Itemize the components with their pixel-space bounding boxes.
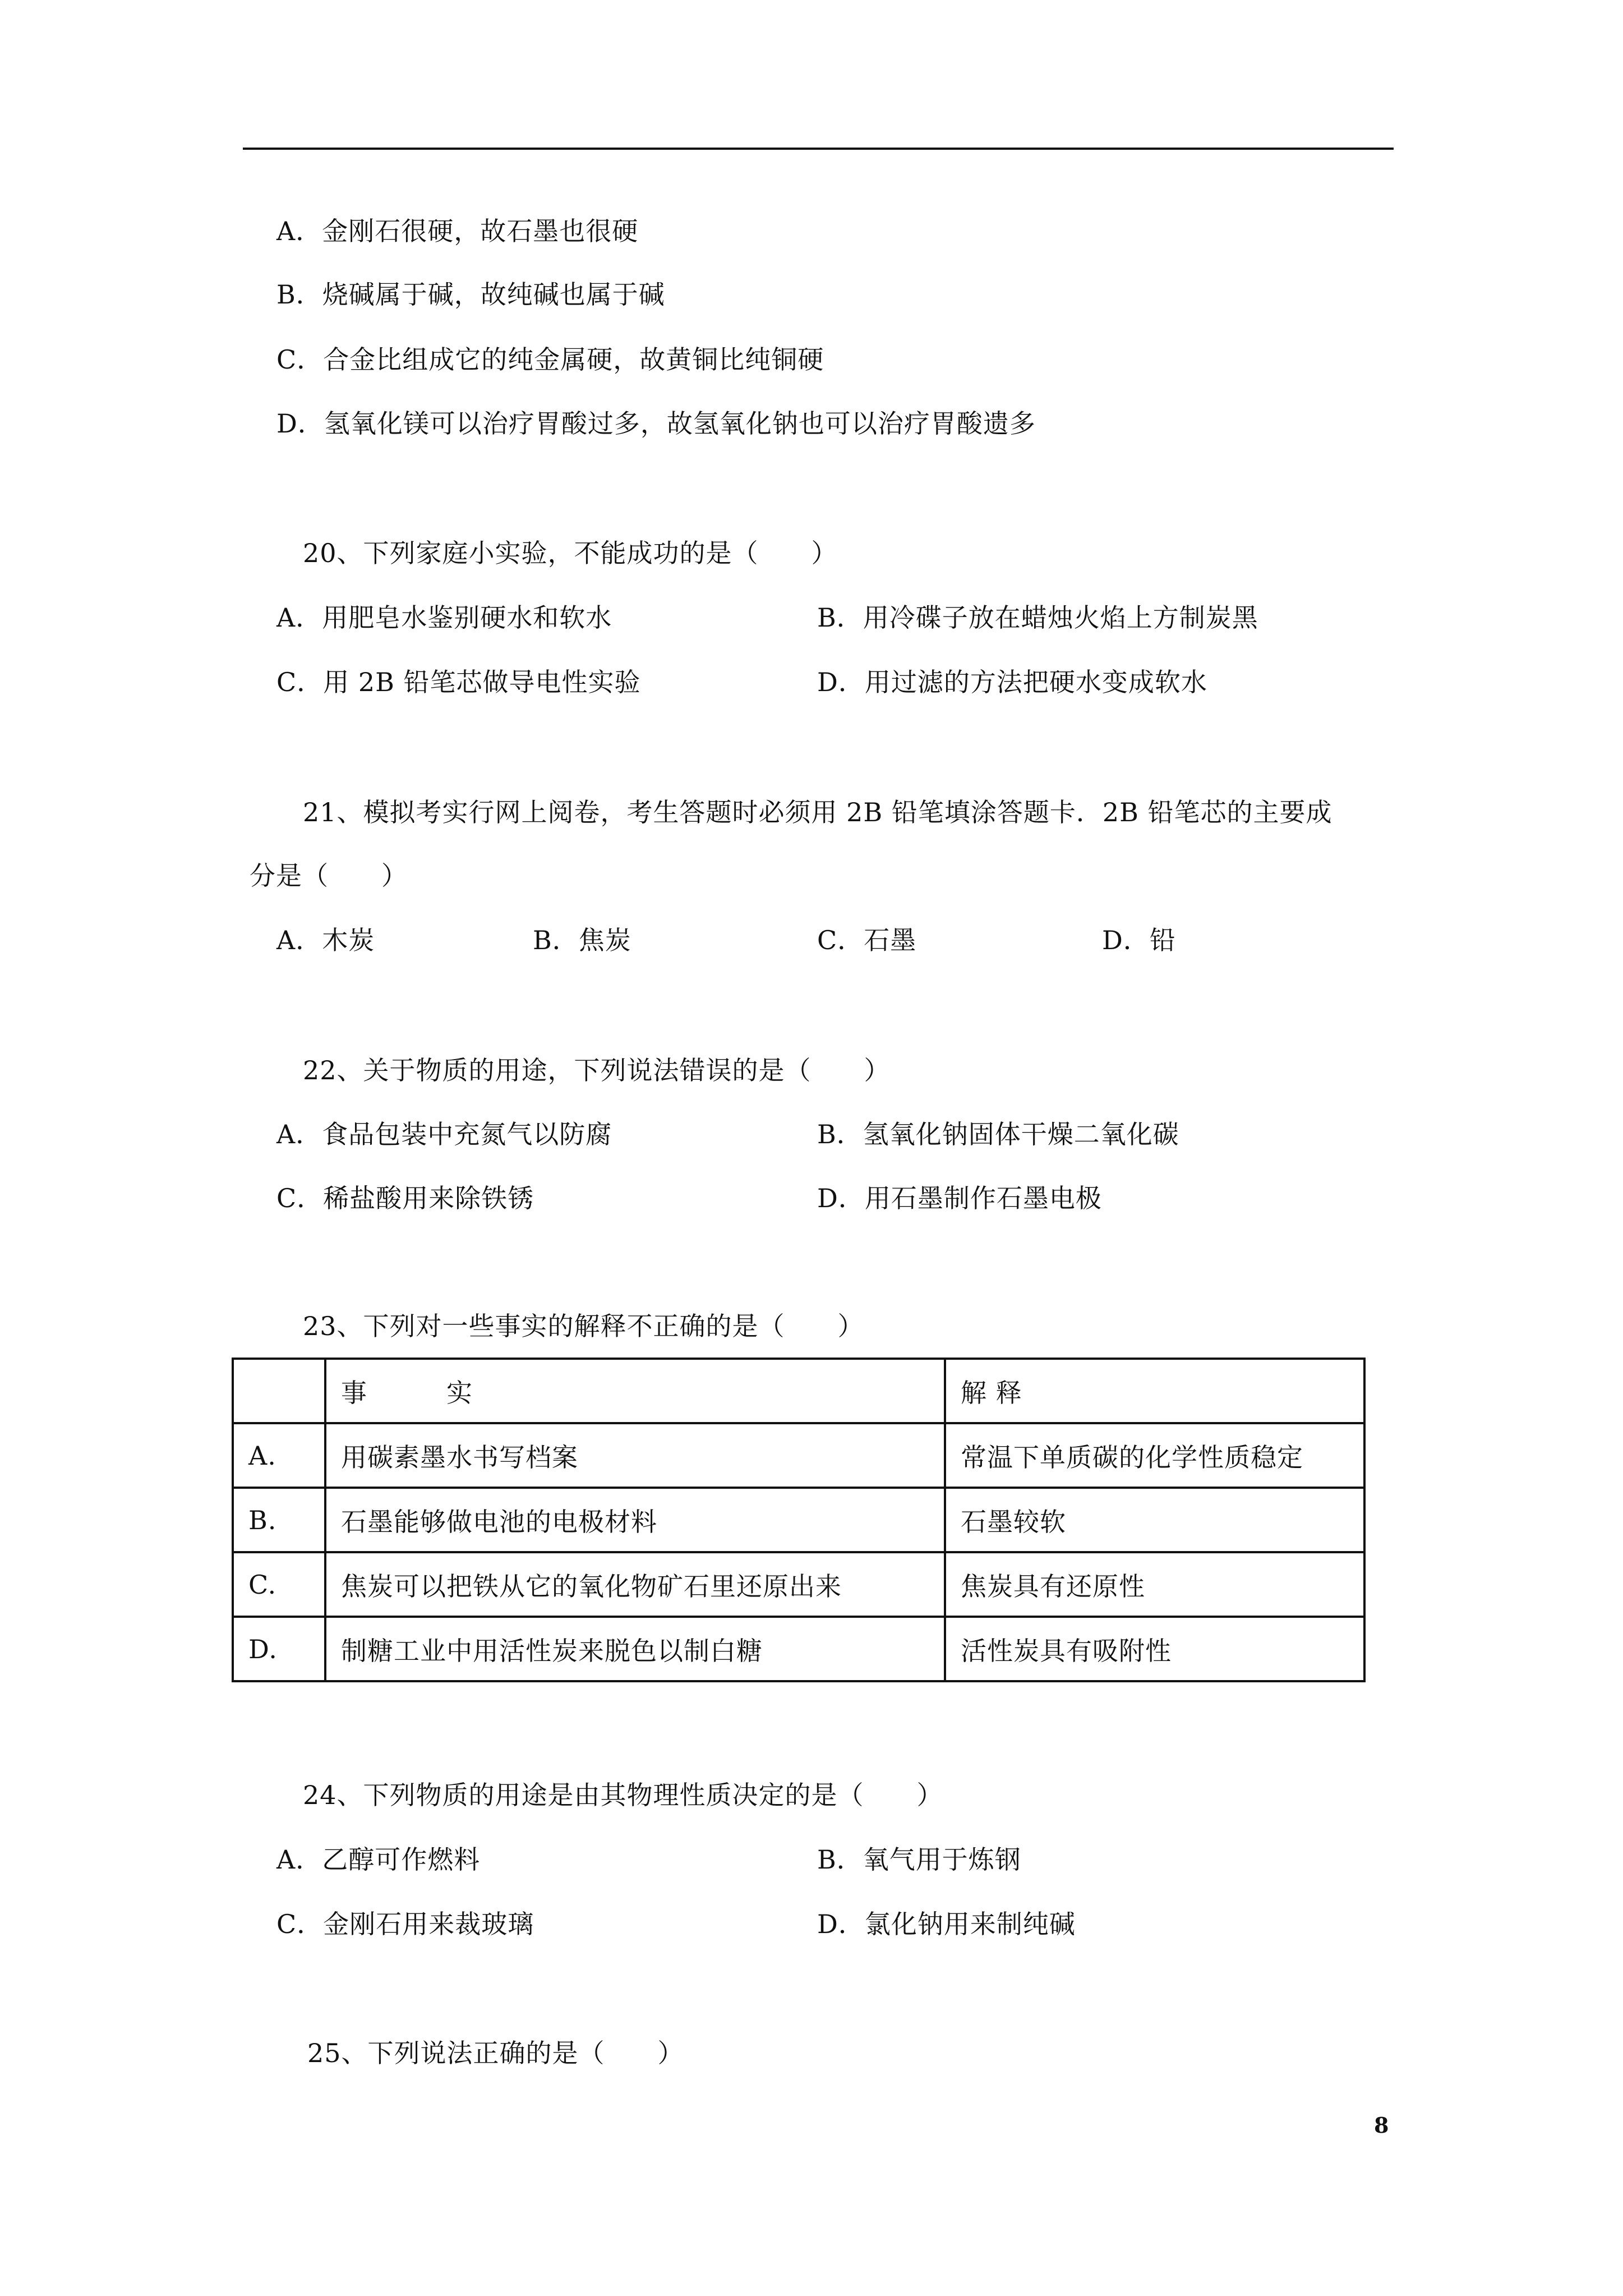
q22-option-a: A．食品包装中充氮气以防腐 [276,1119,612,1149]
q21-option-a: A．木炭 [276,925,375,955]
q19-option-c: C．合金比组成它的纯金属硬，故黄铜比纯铜硬 [276,344,824,375]
table-row [233,1423,1364,1488]
q23-stem: 23、下列对一些事实的解释不正确的是（ ） [303,1311,864,1341]
table-header-cell: 事 实 [325,1359,945,1423]
q24-option-c: C．金刚石用来裁玻璃 [276,1909,534,1939]
q22-stem: 22、关于物质的用途，下列说法错误的是（ ） [303,1055,891,1085]
q20-option-c: C．用 2B 铅笔芯做导电性实验 [276,667,641,697]
q22-option-c: C．稀盐酸用来除铁锈 [276,1183,534,1213]
table-header-cell: 解 释 [945,1359,1364,1423]
q21-option-d: D．铅 [1102,925,1176,955]
q21-stem-line1: 21、模拟考实行网上阅卷，考生答题时必须用 2B 铅笔填涂答题卡．2B 铅笔芯的主要成 [303,797,1332,827]
q19-option-d: D．氢氧化镁可以治疗胃酸过多，故氢氧化钠也可以治疗胃酸遗多 [276,408,1036,439]
q20-option-a: A．用肥皂水鉴别硬水和软水 [276,602,612,633]
q22-option-b: B．氢氧化钠固体干燥二氧化碳 [817,1119,1179,1149]
table-row [233,1488,1364,1552]
table-header-row [233,1359,1364,1423]
table-cell: 焦炭具有还原性 [945,1552,1364,1617]
q24-option-a: A．乙醇可作燃料 [276,1844,481,1875]
table-header-cell [233,1359,325,1423]
q19-option-a: A．金刚石很硬，故石墨也很硬 [276,216,639,246]
q21-option-b: B．焦炭 [533,925,631,955]
table-cell: 制糖工业中用活性炭来脱色以制白糖 [325,1617,945,1681]
facts-table [232,1358,1366,1682]
table-cell: 石墨较软 [945,1488,1364,1552]
page-number: 8 [1374,2113,1389,2138]
q24-option-b: B．氧气用于炼钢 [817,1844,1021,1875]
table-cell: C. [233,1552,325,1617]
table-cell: 活性炭具有吸附性 [945,1617,1364,1681]
q21-option-c: C．石墨 [817,925,917,955]
q25-stem: 25、下列说法正确的是（ ） [307,2038,684,2068]
q19-option-b: B．烧碱属于碱，故纯碱也属于碱 [276,279,665,310]
q20-option-d: D．用过滤的方法把硬水变成软水 [817,667,1207,697]
table-cell: 焦炭可以把铁从它的氧化物矿石里还原出来 [325,1552,945,1617]
header-rule [243,148,1394,150]
table-cell: A. [233,1423,325,1488]
table-row [233,1552,1364,1617]
q21-stem-line2: 分是（ ） [250,861,408,891]
table-row [233,1617,1364,1681]
q22-option-d: D．用石墨制作石墨电极 [817,1183,1102,1213]
q24-option-d: D．氯化钠用来制纯碱 [817,1909,1076,1939]
q20-stem: 20、下列家庭小实验，不能成功的是（ ） [303,538,838,568]
table-cell: B. [233,1488,325,1552]
q20-option-b: B．用冷碟子放在蜡烛火焰上方制炭黑 [817,602,1258,633]
table-cell: 石墨能够做电池的电极材料 [325,1488,945,1552]
table-cell: 用碳素墨水书写档案 [325,1423,945,1488]
q24-stem: 24、下列物质的用途是由其物理性质决定的是（ ） [303,1780,943,1810]
table-cell: 常温下单质碳的化学性质稳定 [945,1423,1364,1488]
table-cell: D. [233,1617,325,1681]
